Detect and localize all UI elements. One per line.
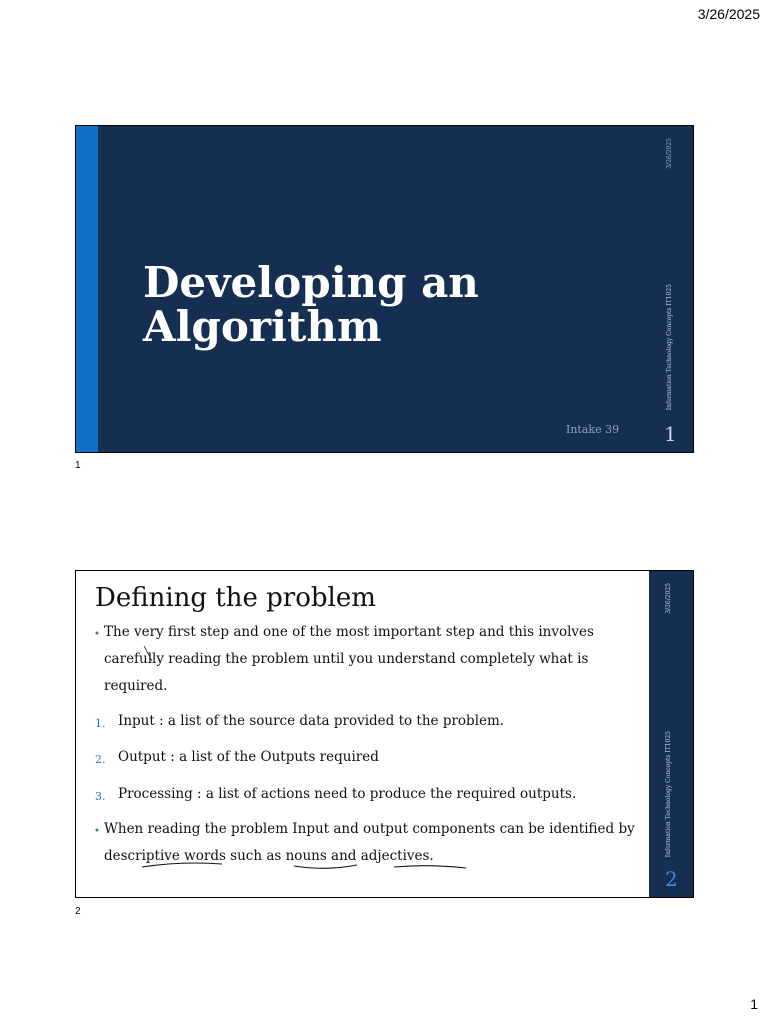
intake-label: Intake 39 bbox=[566, 423, 620, 436]
list-number: 2. bbox=[95, 753, 106, 766]
slide-date: 3/26/2025 bbox=[665, 583, 672, 614]
list-item-text: Input : a list of the source data provided to the problem. bbox=[118, 713, 505, 729]
slide-title: Defining the problem bbox=[95, 583, 376, 613]
slide-1 bbox=[75, 125, 694, 453]
print-date: 3/26/2025 bbox=[697, 6, 760, 22]
list-item-text: Output : a list of the Outputs required bbox=[118, 749, 379, 765]
handwritten-underline-icon bbox=[76, 571, 676, 897]
slide-2 bbox=[75, 570, 694, 898]
slide-date: 3/26/2025 bbox=[666, 138, 673, 169]
slide-label: 1 bbox=[75, 460, 81, 471]
slide-accent-bar bbox=[76, 126, 98, 452]
course-name: Information Technology Concepts IT1025 bbox=[665, 731, 672, 858]
bullet-icon: • bbox=[94, 629, 100, 640]
course-name: Information Technology Concepts IT1025 bbox=[666, 284, 673, 411]
list-item-text: Processing : a list of actions need to produce the required outputs. bbox=[118, 786, 577, 802]
slide-label: 2 bbox=[75, 906, 81, 917]
bullet-text: When reading the problem Input and output components can be identified by descriptive words such as nouns and adjectives. bbox=[104, 821, 635, 864]
slide-number: 1 bbox=[664, 422, 677, 446]
bullet-icon: • bbox=[94, 826, 100, 837]
list-number: 1. bbox=[95, 717, 106, 730]
slide-number: 2 bbox=[665, 867, 678, 891]
list-number: 3. bbox=[95, 790, 106, 803]
bullet-text: The very first step and one of the most important step and this involves carefully reading the problem until you understand completely what is required. bbox=[104, 624, 594, 694]
page-number: 1 bbox=[750, 996, 758, 1012]
slide-title: Developing an Algorithm bbox=[143, 258, 479, 351]
